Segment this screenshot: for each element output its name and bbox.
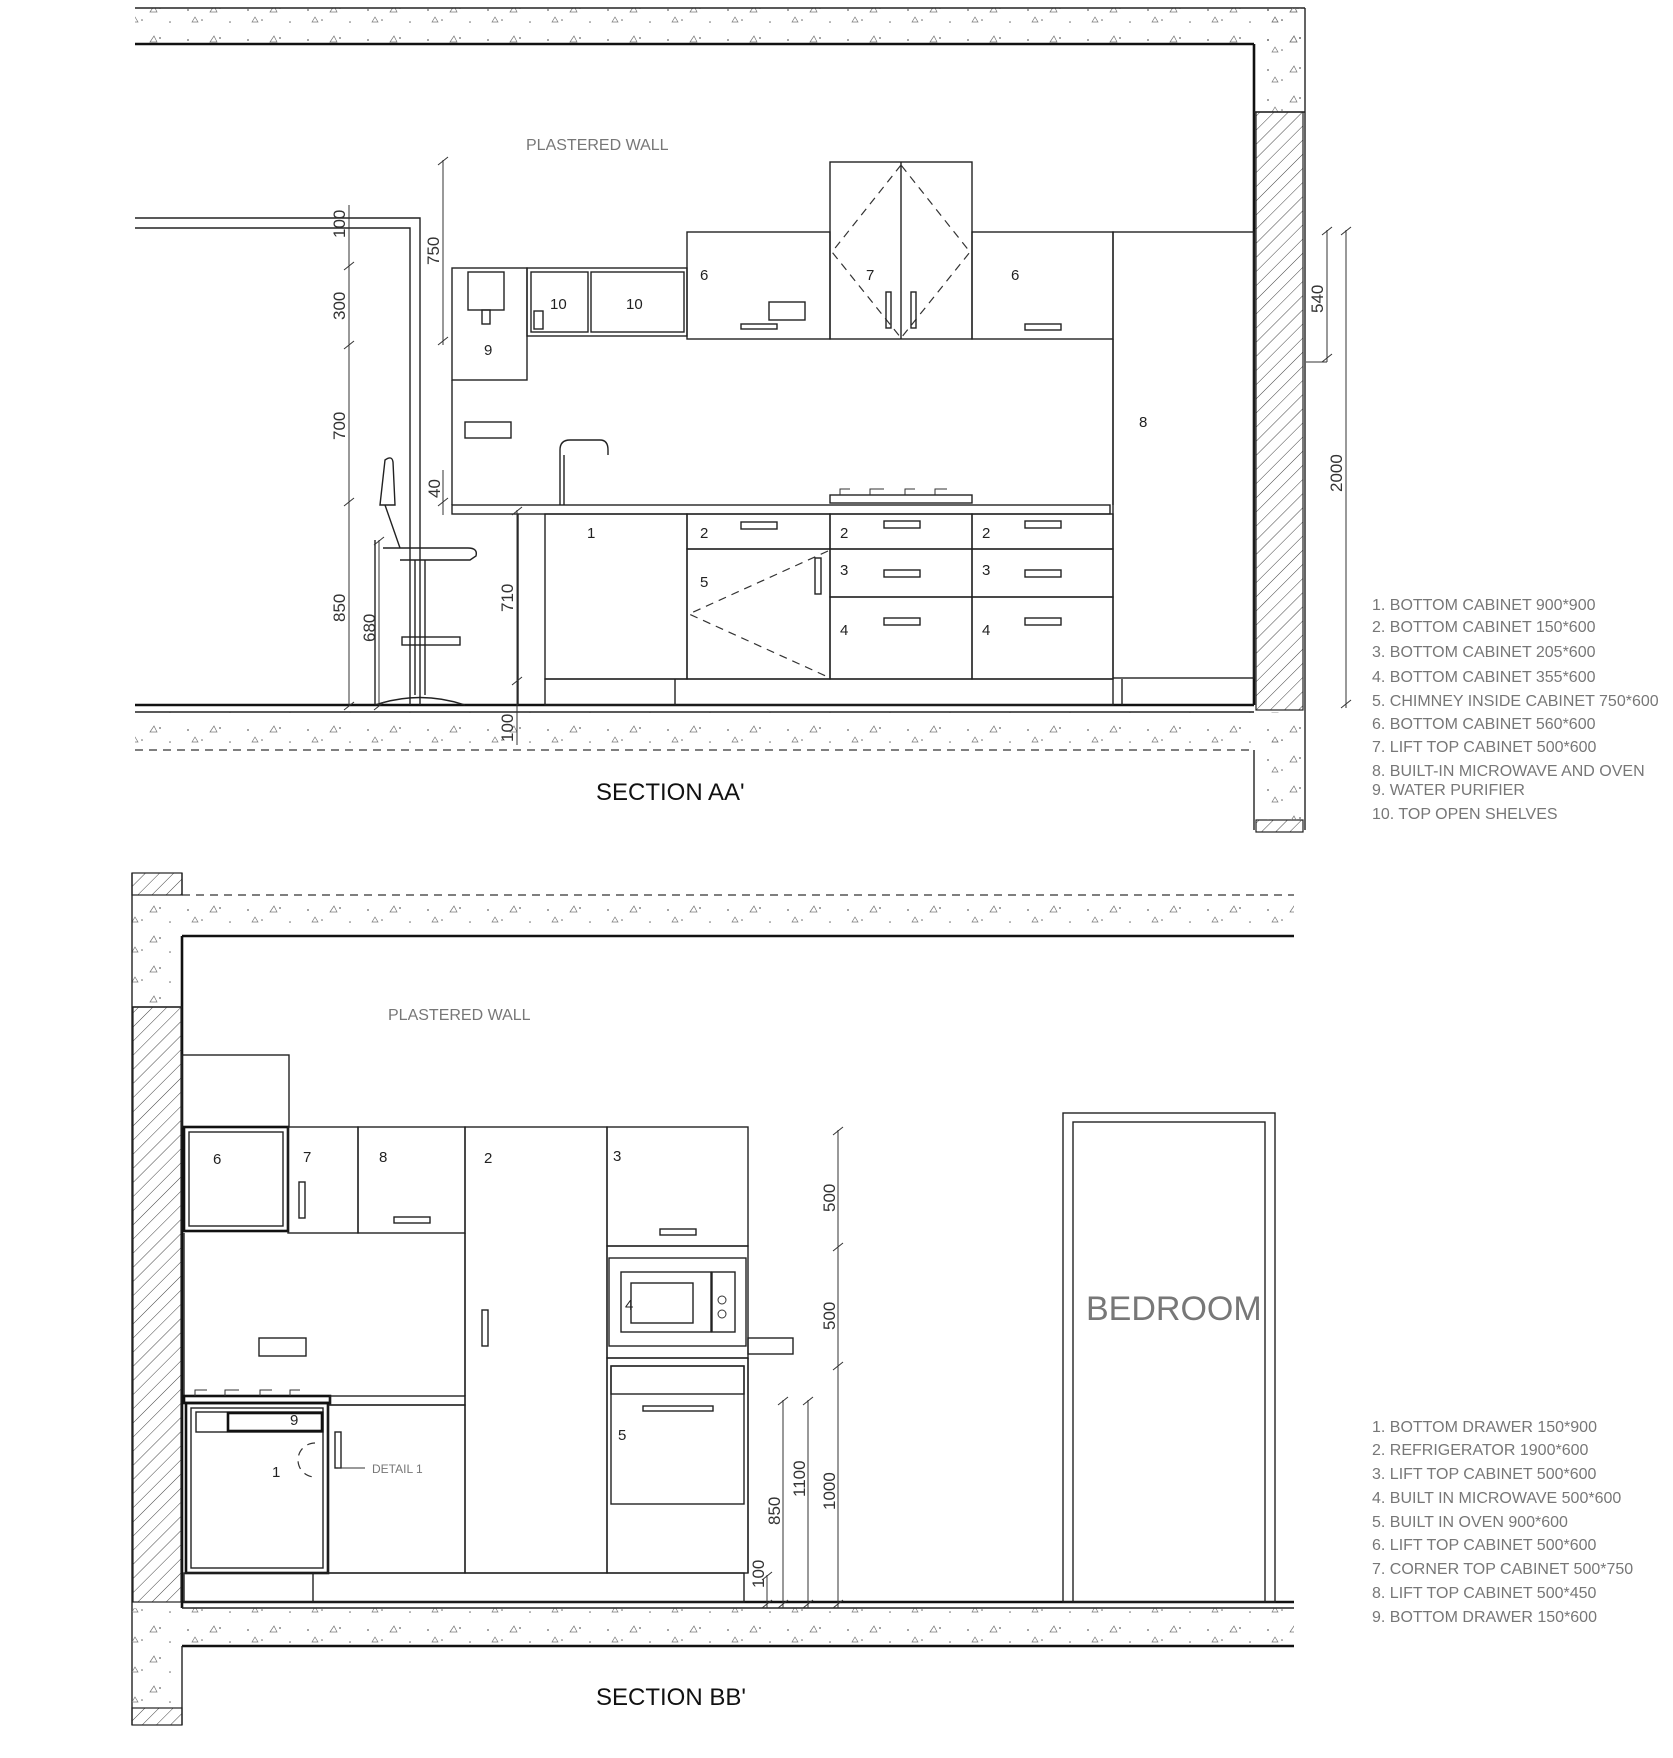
item-number: 2 <box>484 1150 493 1167</box>
dimension-label: 850 <box>765 1496 784 1525</box>
dimension-label: 850 <box>330 593 349 622</box>
dimension-label: 300 <box>330 291 349 320</box>
legend-item: 3. LIFT TOP CABINET 500*600 <box>1372 1466 1597 1483</box>
bottom-drawer-1 <box>186 1403 328 1573</box>
wall-hatch-right-aa <box>1256 112 1303 710</box>
item-number: 10 <box>626 296 643 313</box>
section-title: SECTION AA' <box>596 779 745 806</box>
legend-item: 2. BOTTOM CABINET 150*600 <box>1372 619 1596 636</box>
dimension-label: 2000 <box>1327 454 1346 492</box>
dimension-label: 1100 <box>790 1460 809 1497</box>
refrigerator-2 <box>465 1127 607 1573</box>
dimension-label: 500 <box>820 1301 839 1330</box>
legend-bb <box>1372 1419 1633 1626</box>
legend-item: 10. TOP OPEN SHELVES <box>1372 806 1558 823</box>
lift-top-cabinet-3 <box>607 1127 748 1246</box>
legend-item: 7. CORNER TOP CABINET 500*750 <box>1372 1561 1634 1578</box>
item-number: 2 <box>700 525 709 542</box>
item-number: 7 <box>303 1149 312 1166</box>
legend-item: 4. BOTTOM CABINET 355*600 <box>1372 669 1596 686</box>
dimension-label: 100 <box>498 713 517 742</box>
item-number: 3 <box>840 562 849 579</box>
legend-aa <box>1372 597 1659 823</box>
wall-hatch-left-bb <box>133 1007 181 1602</box>
item-number: 6 <box>213 1151 222 1168</box>
dimension-label: 700 <box>330 411 349 440</box>
dimension-label: 100 <box>749 1559 768 1588</box>
built-in-oven-5 <box>611 1366 744 1504</box>
dimension-label: 1000 <box>820 1472 839 1510</box>
item-number: 8 <box>379 1149 388 1166</box>
item-number: 4 <box>625 1297 634 1314</box>
item-number: 3 <box>982 562 991 579</box>
legend-item: 9. BOTTOM DRAWER 150*600 <box>1372 1609 1597 1626</box>
dimension-label: 40 <box>425 479 444 498</box>
legend-item: 6. BOTTOM CABINET 560*600 <box>1372 716 1596 733</box>
dimension-label: 750 <box>424 236 443 265</box>
base-cabinet-1 <box>545 514 687 679</box>
chimney-cabinet-5 <box>687 549 830 679</box>
item-number: 8 <box>1139 414 1148 431</box>
item-number: 3 <box>613 1148 622 1165</box>
legend-item: 1. BOTTOM DRAWER 150*900 <box>1372 1419 1597 1436</box>
section-title: SECTION BB' <box>596 1684 746 1711</box>
dimension-label: 710 <box>498 583 517 612</box>
item-number: 9 <box>290 1412 299 1429</box>
item-number: 2 <box>840 525 849 542</box>
legend-item: 9. WATER PURIFIER <box>1372 782 1525 799</box>
item-number: 10 <box>550 296 567 313</box>
dimension-label: 680 <box>360 613 379 642</box>
item-number: 7 <box>866 267 875 284</box>
section-aa <box>135 8 1659 832</box>
section-bb <box>132 873 1633 1725</box>
wall-cabinet-6b <box>972 232 1113 339</box>
item-number: 2 <box>982 525 991 542</box>
dimension-label: 100 <box>330 209 349 238</box>
item-number: 5 <box>700 574 709 591</box>
lift-top-cabinet-6 <box>184 1127 288 1231</box>
legend-item: 2. REFRIGERATOR 1900*600 <box>1372 1442 1589 1459</box>
item-number: 6 <box>1011 267 1020 284</box>
legend-item: 6. LIFT TOP CABINET 500*600 <box>1372 1537 1597 1554</box>
wall-note: PLASTERED WALL <box>526 137 669 154</box>
bedroom-door <box>1063 1113 1275 1602</box>
item-number: 4 <box>840 622 849 639</box>
legend-item: 8. BUILT-IN MICROWAVE AND OVEN <box>1372 763 1645 780</box>
legend-item: 5. CHIMNEY INSIDE CABINET 750*600 <box>1372 693 1659 710</box>
dimension-label: 500 <box>820 1183 839 1212</box>
item-number: 1 <box>272 1464 281 1481</box>
item-number: 4 <box>982 622 991 639</box>
legend-item: 5. BUILT IN OVEN 900*600 <box>1372 1514 1568 1531</box>
detail-label: DETAIL 1 <box>372 1462 423 1476</box>
item-number: 5 <box>618 1427 627 1444</box>
legend-item: 1. BOTTOM CABINET 900*900 <box>1372 597 1596 614</box>
item-number: 1 <box>587 525 596 542</box>
legend-item: 3. BOTTOM CABINET 205*600 <box>1372 644 1596 661</box>
room-label: BEDROOM <box>1086 1290 1262 1328</box>
item-number: 6 <box>700 267 709 284</box>
tall-unit-8 <box>1113 232 1254 678</box>
wall-note: PLASTERED WALL <box>388 1007 531 1024</box>
legend-item: 8. LIFT TOP CABINET 500*450 <box>1372 1585 1597 1602</box>
wall-cabinet-6a <box>687 232 830 339</box>
item-number: 9 <box>484 342 493 359</box>
legend-item: 4. BUILT IN MICROWAVE 500*600 <box>1372 1490 1622 1507</box>
legend-item: 7. LIFT TOP CABINET 500*600 <box>1372 739 1597 756</box>
dimension-label: 540 <box>1308 284 1327 313</box>
